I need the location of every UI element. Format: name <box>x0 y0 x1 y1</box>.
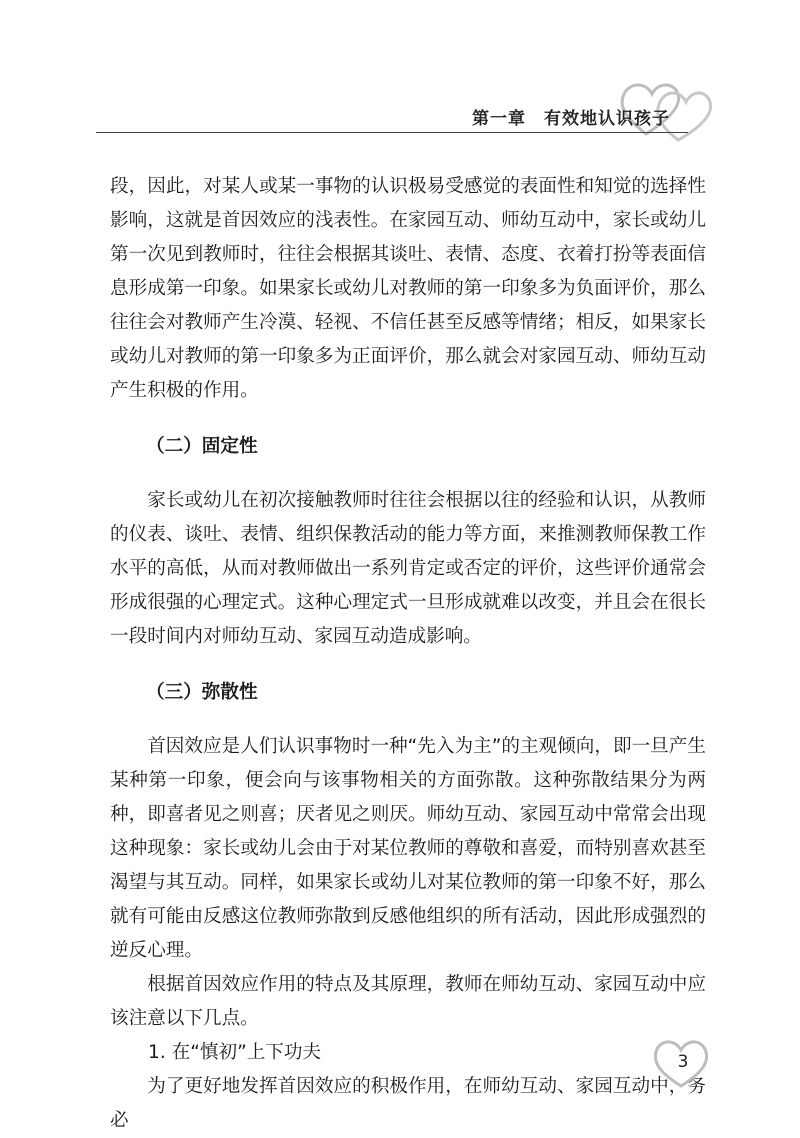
paragraph-4: 根据首因效应作用的特点及其原理，教师在师幼互动、家园互动中应该注意以下几点。 <box>110 974 706 1029</box>
paragraph-3: 首因效应是人们认识事物时一种“先入为主”的主观倾向，即一旦产生某种第一印象，便会向与该事物相关的方面弥散。这种弥散结果分为两种，即喜者见之则喜；厌者见之则厌。师幼互动、家园互动中常常会出现这种现象：家长或幼儿会由于对某位教师的尊敬和喜爱，而特别喜欢甚至渴望与其互动。同样，如果家长或幼儿对某位教师的第一印象不好，那么就有可能由反感这位教师弥散到反感他组织的所有活动，因此形成强烈的逆反心理。 <box>110 736 706 961</box>
page-number: 3 <box>677 1052 689 1072</box>
running-header <box>96 104 684 130</box>
page-body <box>110 170 706 1138</box>
header-rule <box>96 132 688 133</box>
paragraph-2: 家长或幼儿在初次接触教师时往往会根据以往的经验和认识，从教师的仪表、谈吐、表情、组织保教活动的能力等方面，来推测教师保教工作水平的高低，从而对教师做出一系列肯定或否定的评价，这些评价通常会形成很强的心理定式。这种心理定式一旦形成就难以改变，并且会在很长一段时间内对师幼互动、家园互动造成影响。 <box>110 490 706 647</box>
subheading-1: 1. 在“慎初”上下功夫 <box>148 1042 322 1063</box>
section-heading-diffusiveness: （三）弥散性 <box>146 682 258 703</box>
section-heading-fixedness: （二）固定性 <box>146 436 258 457</box>
chapter-title: 第一章 有效地认识孩子 <box>472 109 670 129</box>
paragraph-1: 段，因此，对某人或某一事物的认识极易受感觉的表面性和知觉的选择性影响，这就是首因效应的浅表性。在家园互动、师幼互动中，家长或幼儿第一次见到教师时，往往会根据其谈吐、表情、态度、衣着打扮等表面信息形成第一印象。如果家长或幼儿对教师的第一印象多为负面评价，那么往往会对教师产生冷漠、轻视、不信任甚至反感等情绪；相反，如果家长或幼儿对教师的第一印象多为正面评价，那么就会对家园互动、师幼互动产生积极的作用。 <box>110 176 706 401</box>
paragraph-5: 为了更好地发挥首因效应的积极作用，在师幼互动、家园互动中，务必 <box>110 1076 706 1131</box>
